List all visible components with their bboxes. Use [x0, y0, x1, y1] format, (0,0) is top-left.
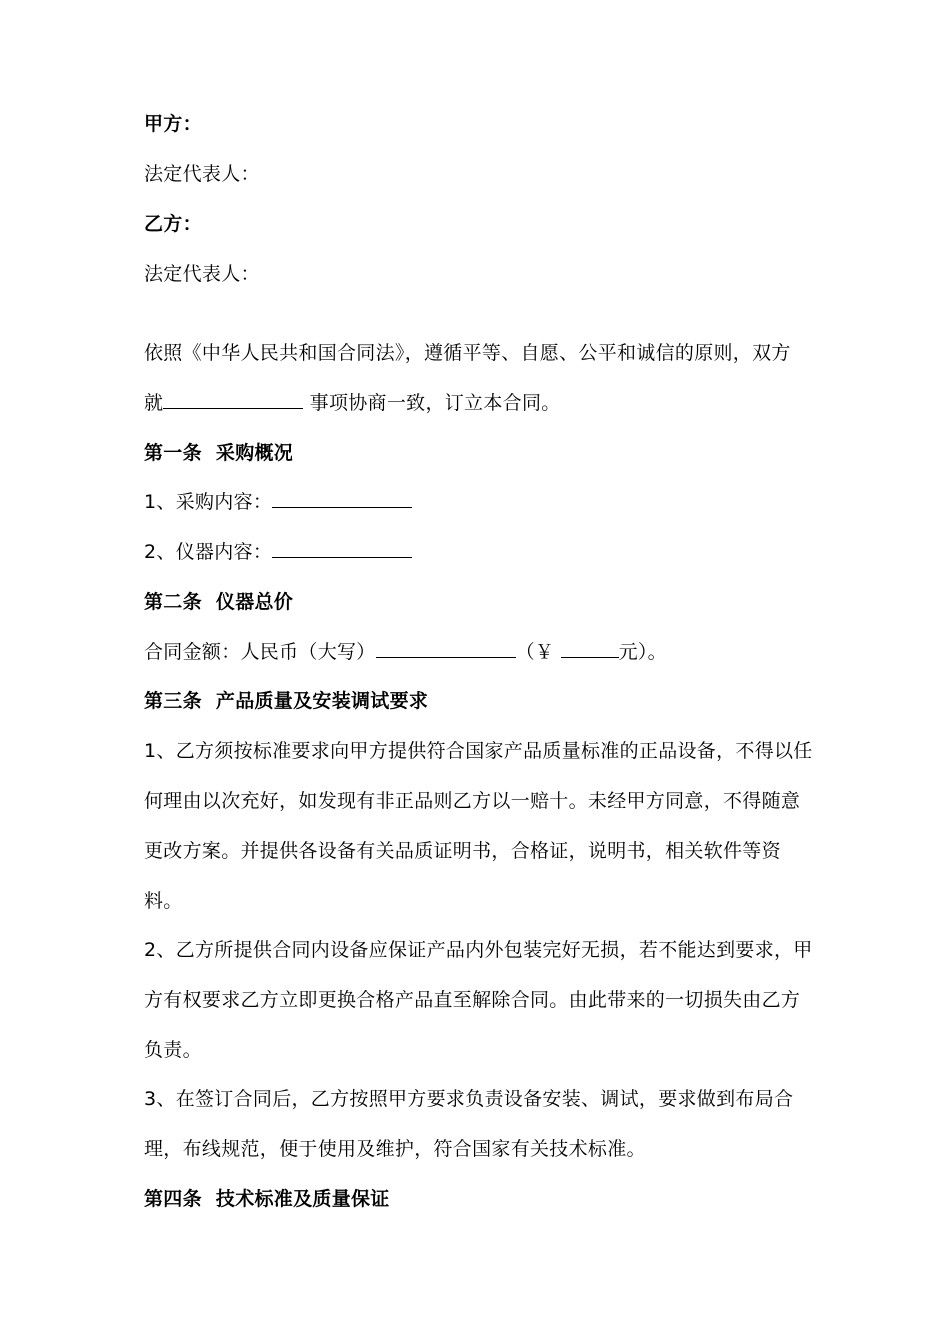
- preamble-line-2: [144, 390, 814, 416]
- article-3-p3-line-1: 3、在签订合同后，乙方按照甲方要求负责设备安装、调试，要求做到布局合: [144, 1088, 794, 1110]
- article-2-heading: [144, 589, 814, 615]
- article-2-number: 第二条: [144, 591, 202, 613]
- amount-numeric-blank-field[interactable]: [561, 639, 619, 658]
- article-3-p2-line-1: 2、乙方所提供合同内设备应保证产品内外包装完好无损，若不能达到要求，甲: [144, 939, 813, 961]
- instrument-content-blank-field[interactable]: [272, 539, 412, 558]
- article-4-heading: [144, 1186, 814, 1212]
- article-3-p1-line-1: 1、乙方须按标准要求向甲方提供符合国家产品质量标准的正品设备，不得以任: [144, 740, 813, 762]
- party-a-representative-label: 法定代表人：: [144, 163, 260, 185]
- article-3-p1-line-2: 何理由以次充好，如发现有非正品则乙方以一赔十。未经甲方同意，不得随意: [144, 790, 801, 812]
- article-4-number: 第四条: [144, 1188, 202, 1210]
- article-3-number: 第三条: [144, 690, 202, 712]
- article-1-title: 采购概况: [215, 442, 294, 464]
- preamble-prefix: 就: [144, 392, 164, 414]
- purchase-content-label: 1、采购内容：: [144, 491, 273, 513]
- preamble-suffix: 事项协商一致，订立本合同。: [309, 392, 561, 414]
- contract-amount-line: [144, 639, 814, 665]
- article-3-p2-line-2: 方有权要求乙方立即更换合格产品直至解除合同。由此带来的一切损失由乙方: [144, 989, 801, 1011]
- amount-yen-open: （￥: [515, 641, 555, 663]
- party-a-label: 甲方：: [144, 113, 202, 135]
- article-1-item-1: [144, 489, 814, 515]
- instrument-content-label: 2、仪器内容：: [144, 541, 273, 563]
- article-1-heading: [144, 440, 814, 466]
- article-3-title: 产品质量及安装调试要求: [215, 690, 429, 712]
- article-3-p1-line-3: 更改方案。并提供各设备有关品质证明书，合格证，说明书，相关软件等资: [144, 840, 781, 862]
- article-1-item-2: [144, 539, 814, 565]
- article-3-p3-line-2: 理，布线规范，便于使用及维护，符合国家有关技术标准。: [144, 1138, 646, 1160]
- article-3-p1-line-4: 料。: [144, 890, 183, 912]
- amount-suffix: 元）。: [618, 641, 667, 663]
- article-3-p2-line-3: 负责。: [144, 1039, 202, 1061]
- purchase-content-blank-field[interactable]: [272, 489, 412, 508]
- party-b-representative-label: 法定代表人：: [144, 263, 260, 285]
- preamble-line-1: 依照《中华人民共和国合同法》，遵循平等、自愿、公平和诚信的原则，双方: [144, 342, 791, 364]
- article-1-number: 第一条: [144, 442, 202, 464]
- amount-in-words-blank-field[interactable]: [376, 639, 516, 658]
- article-2-title: 仪器总价: [215, 591, 294, 613]
- article-3-heading: [144, 688, 814, 714]
- article-4-title: 技术标准及质量保证: [215, 1188, 390, 1210]
- matter-blank-field[interactable]: [163, 390, 303, 409]
- party-b-label: 乙方：: [144, 213, 202, 235]
- amount-prefix: 合同金额：人民币（大写）: [144, 641, 376, 663]
